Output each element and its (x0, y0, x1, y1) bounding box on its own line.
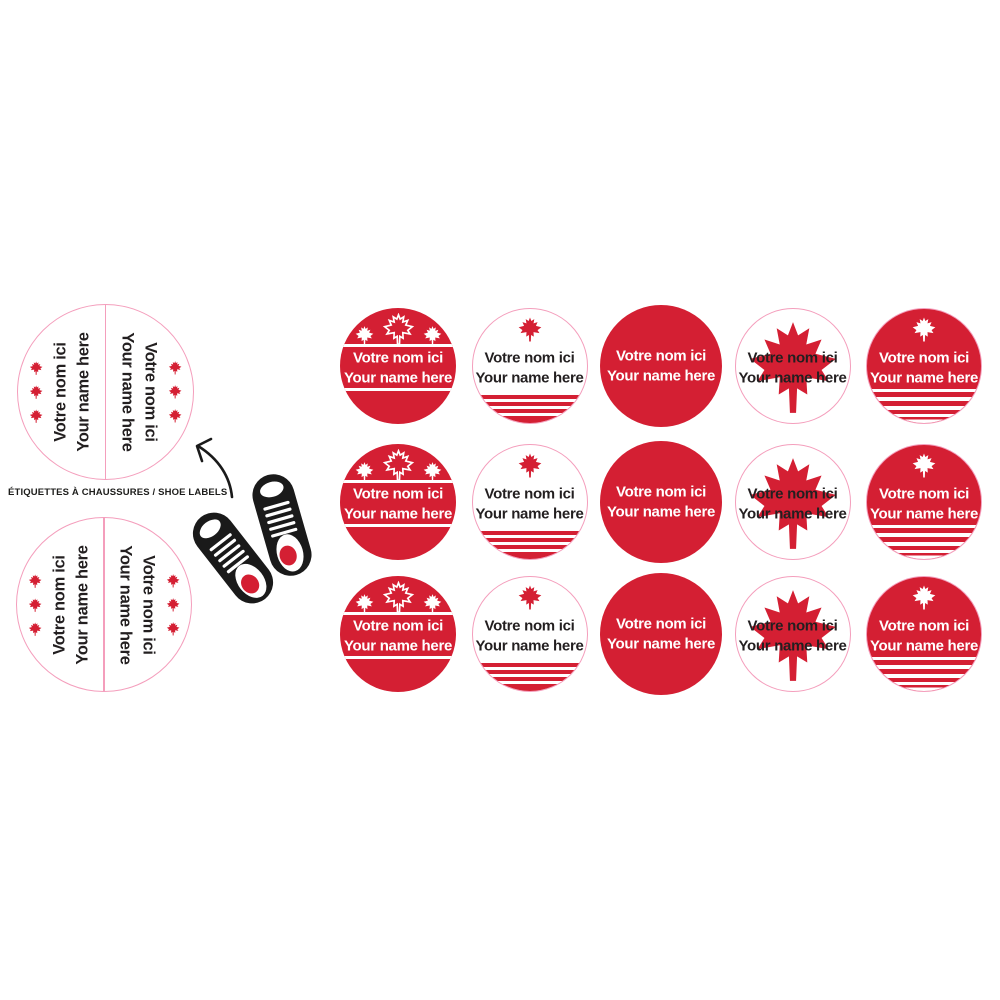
maple-leaf-icon (911, 584, 938, 611)
sticker-text (600, 615, 722, 654)
sticker-text (867, 485, 981, 524)
sticker-text-en: Your name here (475, 369, 584, 387)
sticker-red-three-leaves (340, 444, 456, 560)
maple-leaf-icon (28, 621, 43, 636)
sticker-text (736, 485, 850, 524)
sticker-text (867, 349, 981, 388)
sticker-text-fr: Votre nom ici (747, 349, 838, 367)
sticker-white-big-leaf (735, 308, 851, 424)
maple-leaf-icon (354, 461, 375, 482)
sticker-text-en: Your name here (606, 367, 716, 384)
maple-leaf-icon (382, 313, 415, 346)
sticker-text-en: Your name here (343, 637, 453, 655)
sticker-text (473, 617, 587, 656)
sticker-white-leaf-red-stripes (472, 444, 588, 560)
sticker-text-fr: Votre nom ici (615, 483, 706, 501)
shoe-label-text-fr: Votre nom ici (50, 554, 69, 655)
stripes-decoration (473, 395, 587, 423)
sticker-red-leaf-white-stripes (866, 576, 982, 692)
sticker-text (867, 617, 981, 656)
shoe-label-circle (17, 304, 194, 480)
sticker-text-fr: Votre nom ici (878, 349, 969, 367)
sticker-text-en: Your name here (738, 369, 847, 387)
sticker-red-three-leaves (340, 576, 456, 692)
sticker-text (473, 485, 587, 524)
maple-leaf-icon (911, 316, 938, 343)
sneakers-illustration (185, 425, 325, 615)
shoe-label-half-left (17, 518, 104, 691)
shoe-label-text-fr: Votre nom ici (139, 554, 158, 655)
sticker-red-three-leaves (340, 308, 456, 424)
sticker-text (736, 349, 850, 388)
divider-line (867, 657, 981, 660)
divider-line (340, 612, 456, 615)
maple-leaf-icon (516, 584, 543, 611)
maple-leaf-row (167, 360, 182, 423)
sticker-text (340, 485, 456, 524)
sticker-text-en: Your name here (343, 505, 453, 523)
maple-leaf-icon (167, 384, 182, 399)
sticker-text-fr: Votre nom ici (615, 347, 706, 365)
maple-leaf-icon (382, 449, 415, 482)
sticker-red-leaf-white-stripes (866, 444, 982, 560)
sticker-solid-red (600, 305, 722, 427)
maple-leaf-icon (911, 584, 938, 611)
sticker-text-fr: Votre nom ici (615, 615, 706, 633)
maple-leaf-icon (516, 584, 543, 611)
sticker-text (600, 347, 722, 386)
sticker-text-fr: Votre nom ici (878, 485, 969, 503)
shoe-label-half-right (106, 305, 194, 479)
sticker-text-fr: Votre nom ici (352, 617, 443, 635)
sticker-text-en: Your name here (606, 503, 716, 520)
sticker-red-leaf-white-stripes (866, 308, 982, 424)
maple-leaf-icon (29, 409, 44, 424)
shoe-labels-caption: ÉTIQUETTES À CHAUSSURES / SHOE LABELS (8, 487, 228, 498)
maple-leaf-icon (28, 597, 43, 612)
maple-leaf-icon (167, 408, 182, 423)
sticker-text-en: Your name here (869, 637, 979, 655)
maple-leaf-row (29, 361, 44, 424)
sticker-text-en: Your name here (475, 637, 584, 655)
maple-leaf-icon (422, 325, 443, 346)
maple-leaf-icon (29, 361, 44, 376)
maple-leaf-icon (911, 452, 938, 479)
stripes-decoration (867, 397, 981, 423)
stripes-decoration (473, 531, 587, 559)
sticker-solid-red (600, 573, 722, 695)
maple-leaf-icon (516, 452, 543, 479)
divider-line (867, 389, 981, 392)
sticker-text-en: Your name here (869, 369, 979, 387)
sticker-text-en: Your name here (738, 505, 847, 523)
maple-leaf-icon (422, 593, 443, 614)
shoe-label-text-en: Your name here (118, 332, 137, 452)
maple-leaf-icon (166, 621, 181, 636)
maple-leaf-icon (516, 452, 543, 479)
shoe-label-text-fr: Votre nom ici (51, 342, 70, 442)
sticker-text-fr: Votre nom ici (484, 617, 575, 635)
sticker-white-big-leaf (735, 444, 851, 560)
sticker-text-en: Your name here (606, 635, 716, 652)
shoe-label-text-en: Your name here (116, 544, 135, 665)
divider-line (340, 656, 456, 659)
sticker-text-fr: Votre nom ici (484, 485, 575, 503)
sticker-text-en: Your name here (869, 505, 979, 523)
sticker-text-fr: Votre nom ici (352, 349, 443, 367)
sticker-text (340, 349, 456, 388)
maple-leaves-trio (340, 313, 456, 346)
sticker-white-leaf-red-stripes (472, 308, 588, 424)
maple-leaf-icon (422, 461, 443, 482)
sticker-text (600, 483, 722, 522)
maple-leaf-icon (28, 573, 43, 588)
sticker-text-fr: Votre nom ici (878, 617, 969, 635)
maple-leaf-icon (516, 316, 543, 343)
divider-line (340, 344, 456, 347)
sticker-text-fr: Votre nom ici (352, 485, 443, 503)
curved-arrow-icon (197, 439, 232, 497)
maple-leaf-icon (167, 360, 182, 375)
maple-leaves-trio (340, 581, 456, 614)
shoe-label-text-fr: Votre nom ici (141, 342, 160, 442)
maple-leaf-icon (354, 325, 375, 346)
stripes-decoration (473, 663, 587, 691)
maple-leaf-icon (166, 597, 181, 612)
sticker-white-big-leaf (735, 576, 851, 692)
maple-leaf-icon (166, 573, 181, 588)
sticker-text-en: Your name here (738, 637, 847, 655)
maple-leaf-icon (354, 593, 375, 614)
shoe-label-text-en: Your name here (73, 544, 92, 665)
divider-line (340, 388, 456, 391)
maple-leaf-icon (911, 316, 938, 343)
sticker-text-fr: Votre nom ici (747, 485, 838, 503)
maple-leaf-row (28, 573, 43, 636)
sticker-solid-red (600, 441, 722, 563)
shoe-label-half-left (18, 305, 106, 479)
stripes-decoration (867, 533, 981, 559)
sticker-text (340, 617, 456, 656)
sticker-text-fr: Votre nom ici (747, 617, 838, 635)
sticker-white-leaf-red-stripes (472, 576, 588, 692)
shoe-label-circle (16, 517, 192, 692)
maple-leaf-icon (911, 452, 938, 479)
shoe-label-text-en: Your name here (74, 332, 93, 452)
divider-line (340, 524, 456, 527)
maple-leaf-row (166, 573, 181, 636)
sticker-text (736, 617, 850, 656)
shoe-label-half-right (104, 518, 191, 691)
stripes-decoration (867, 665, 981, 691)
divider-line (867, 525, 981, 528)
divider-line (340, 480, 456, 483)
sticker-text-en: Your name here (343, 369, 453, 387)
sticker-text-fr: Votre nom ici (484, 349, 575, 367)
maple-leaf-icon (382, 581, 415, 614)
maple-leaf-icon (516, 316, 543, 343)
sticker-text (473, 349, 587, 388)
maple-leaves-trio (340, 449, 456, 482)
sticker-text-en: Your name here (475, 505, 584, 523)
maple-leaf-icon (29, 385, 44, 400)
